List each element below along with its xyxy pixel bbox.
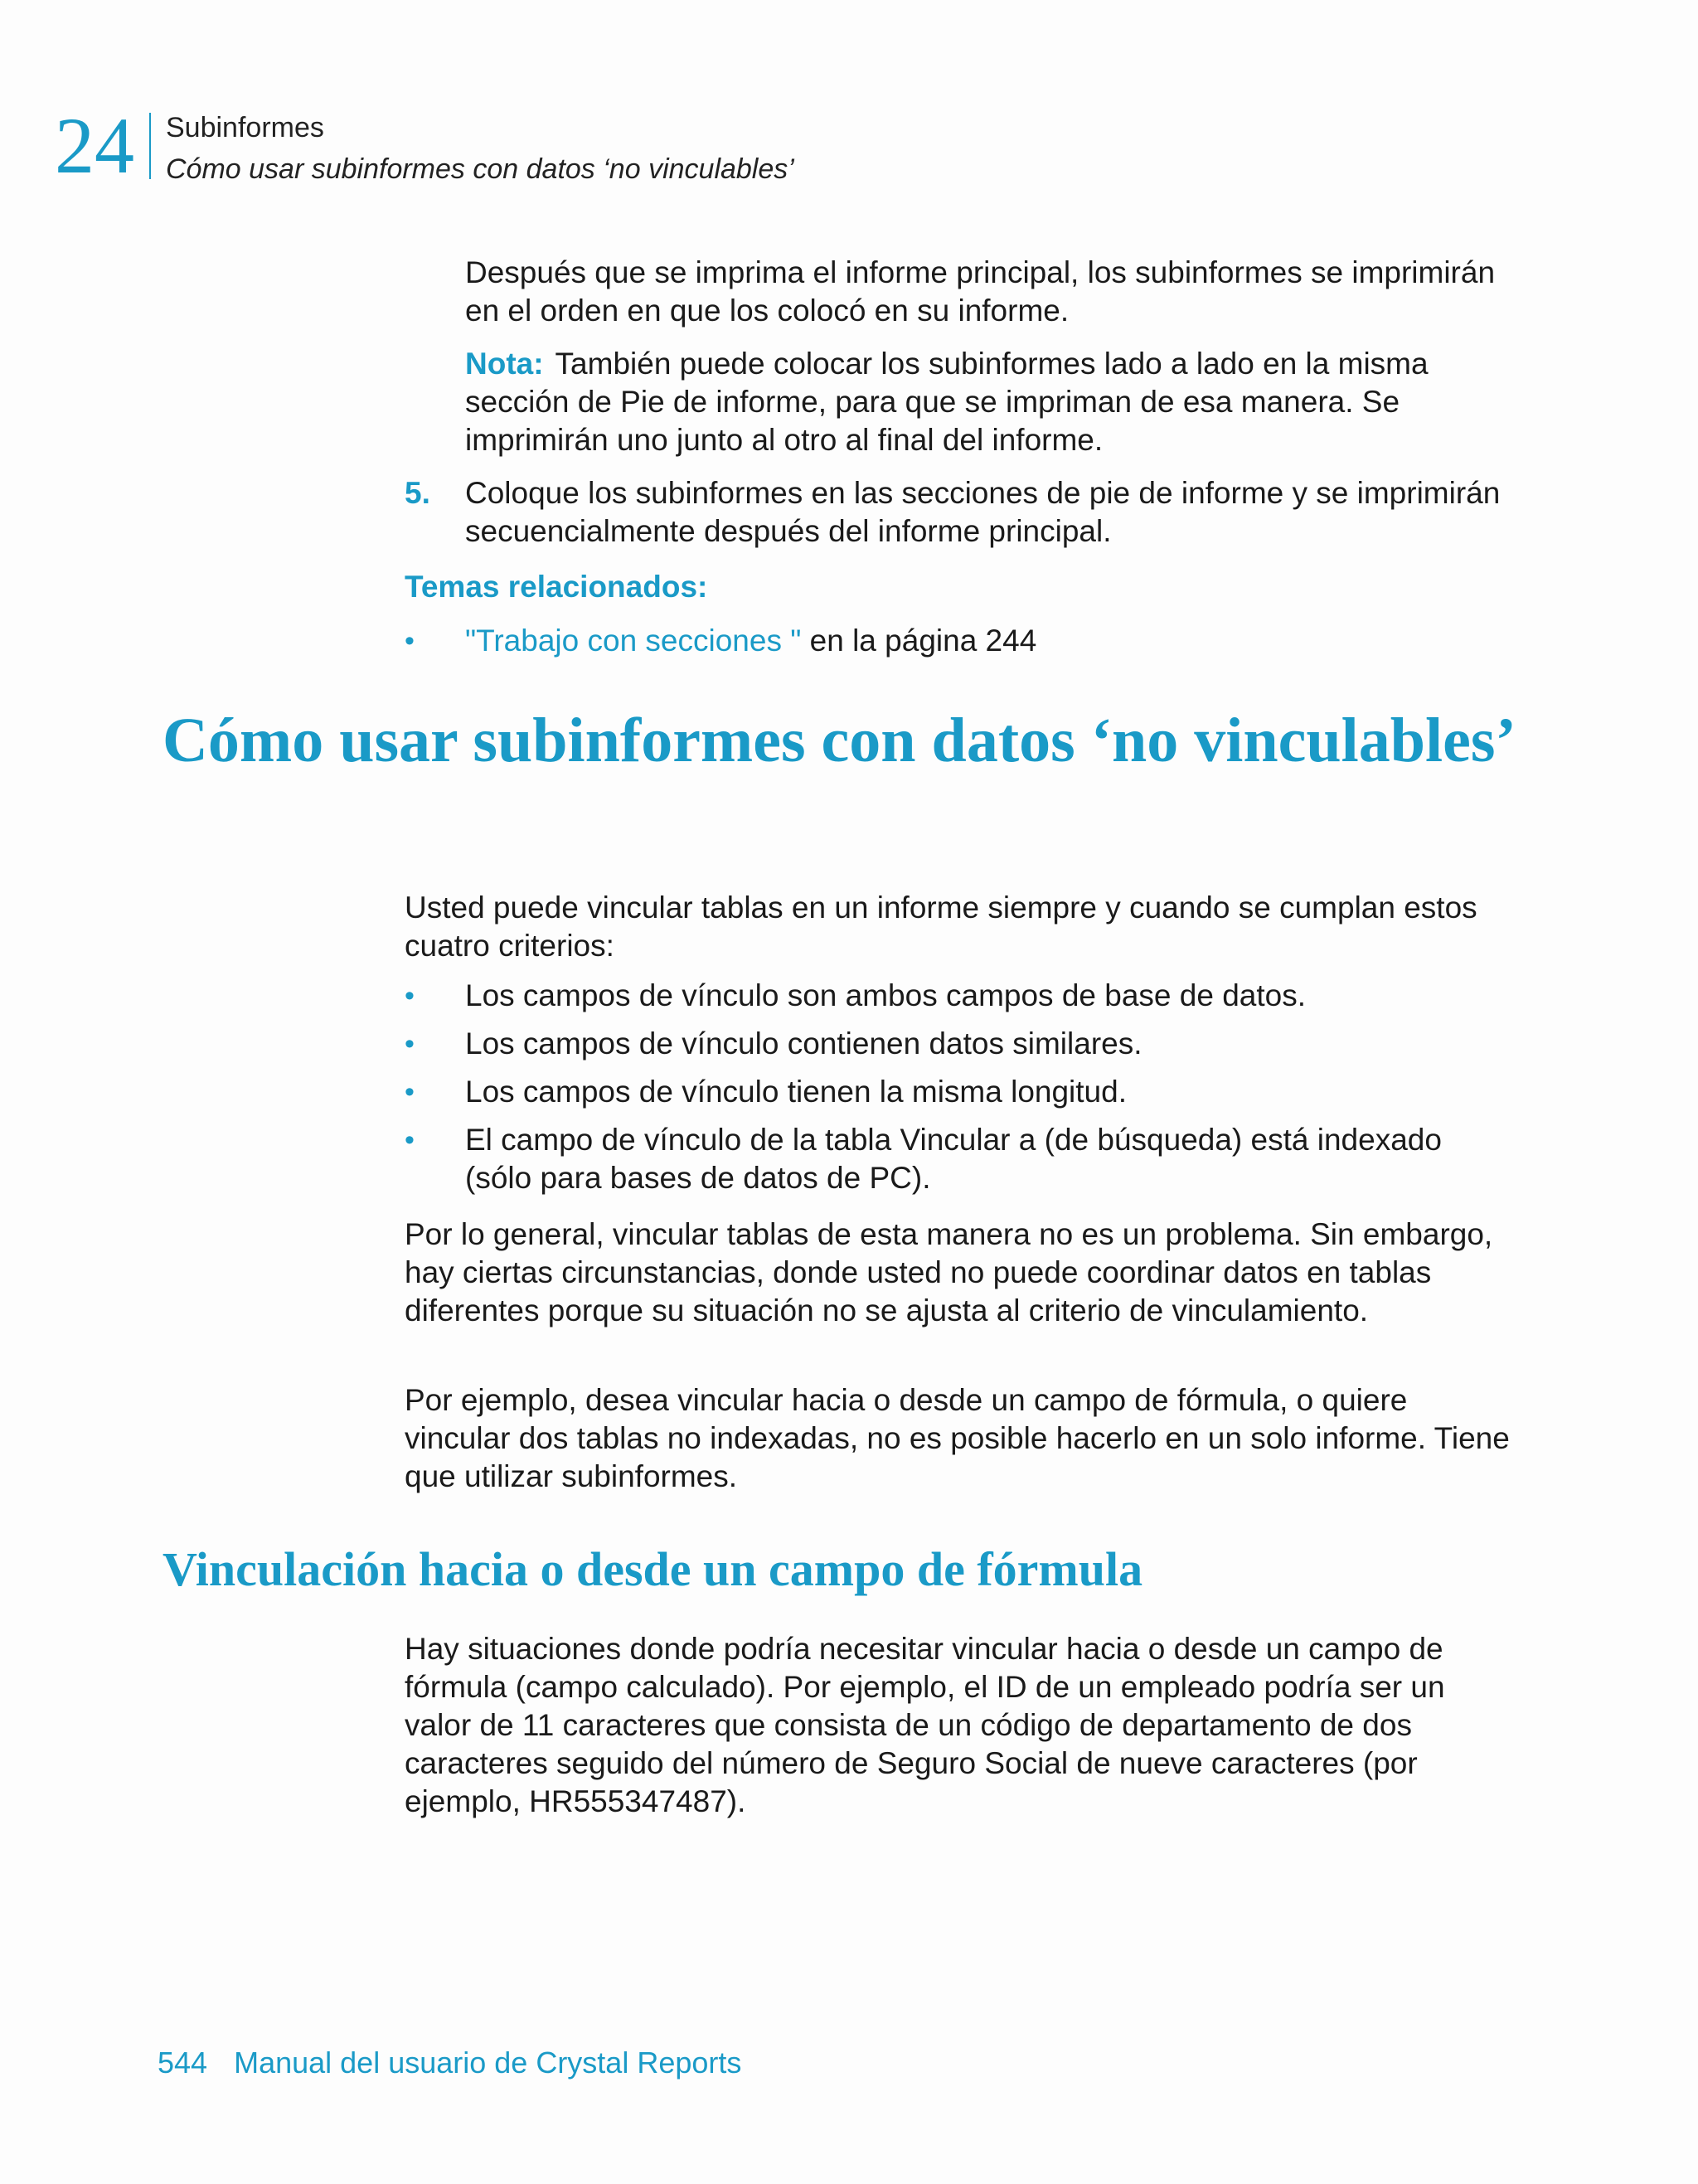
section-running-title: Cómo usar subinformes con datos ‘no vinculables’: [166, 153, 794, 185]
note-label: Nota:: [465, 347, 544, 381]
section-heading-2: Vinculación hacia o desde un campo de fórmula: [163, 1542, 1143, 1596]
bullet-icon: •: [405, 1124, 415, 1156]
bullet-icon: •: [405, 1028, 415, 1060]
manual-title: Manual del usuario de Crystal Reports: [234, 2046, 742, 2080]
chapter-number: 24: [55, 101, 134, 190]
intro-paragraph: Después que se imprima el informe principal, los subinformes se imprimirán en el orden en que los colocó en su informe.: [465, 255, 1496, 328]
section1-paragraph-2: Por ejemplo, desea vincular hacia o desde un campo de fórmula, o quiere vincular dos tablas no indexadas, no es posible hacerlo en un solo informe. Tiene que utilizar subinformes.: [405, 1383, 1510, 1493]
related-topics-heading: Temas relacionados:: [405, 570, 708, 604]
header-divider: [149, 113, 151, 179]
list-item-text: Los campos de vínculo son ambos campos de base de datos.: [465, 978, 1306, 1012]
list-item-text: Los campos de vínculo tienen la misma longitud.: [465, 1075, 1127, 1109]
section2-paragraph: Hay situaciones donde podría necesitar vincular hacia o desde un campo de fórmula (campo calculado). Por ejemplo, el ID de un empleado podría ser un valor de 11 caracteres que consista de un código de departamento de dos caracteres seguido del número de Seguro Social de nueve caracteres (por ejemplo, HR555347487).: [405, 1632, 1445, 1818]
section1-paragraph-1: Por lo general, vincular tablas de esta manera no es un problema. Sin embargo, hay ciertas circunstancias, donde usted no puede coordinar datos en tablas diferentes porque su situación no se ajusta al criterio de vinculamiento.: [405, 1217, 1493, 1327]
page-footer: [158, 2045, 741, 2081]
section1-intro: Usted puede vincular tablas en un informe siempre y cuando se cumplan estos cuatro criterios:: [405, 891, 1477, 963]
note-text: También puede colocar los subinformes lado a lado en la misma sección de Pie de informe, para que se impriman de esa manera. Se imprimirán uno junto al otro al final del informe.: [465, 347, 1429, 457]
note-block: [465, 345, 1510, 459]
bullet-icon: •: [405, 980, 415, 1012]
list-item-text: Los campos de vínculo contienen datos similares.: [465, 1026, 1143, 1060]
related-topic-page-ref: en la página 244: [801, 624, 1037, 658]
chapter-title: Subinformes: [166, 112, 324, 143]
list-item-text: El campo de vínculo de la tabla Vincular a (de búsqueda) está indexado (sólo para bases de datos de PC).: [465, 1123, 1442, 1195]
page-number: 544: [158, 2046, 208, 2080]
step-text: Coloque los subinformes en las secciones de pie de informe y se imprimirán secuencialmente después del informe principal.: [465, 476, 1501, 548]
bullet-icon: •: [405, 625, 415, 657]
step-number: 5.: [405, 476, 430, 510]
bullet-icon: •: [405, 1076, 415, 1108]
section-heading-1: Cómo usar subinformes con datos ‘no vinculables’: [163, 706, 1516, 775]
related-topic-link[interactable]: "Trabajo con secciones ": [465, 624, 802, 658]
